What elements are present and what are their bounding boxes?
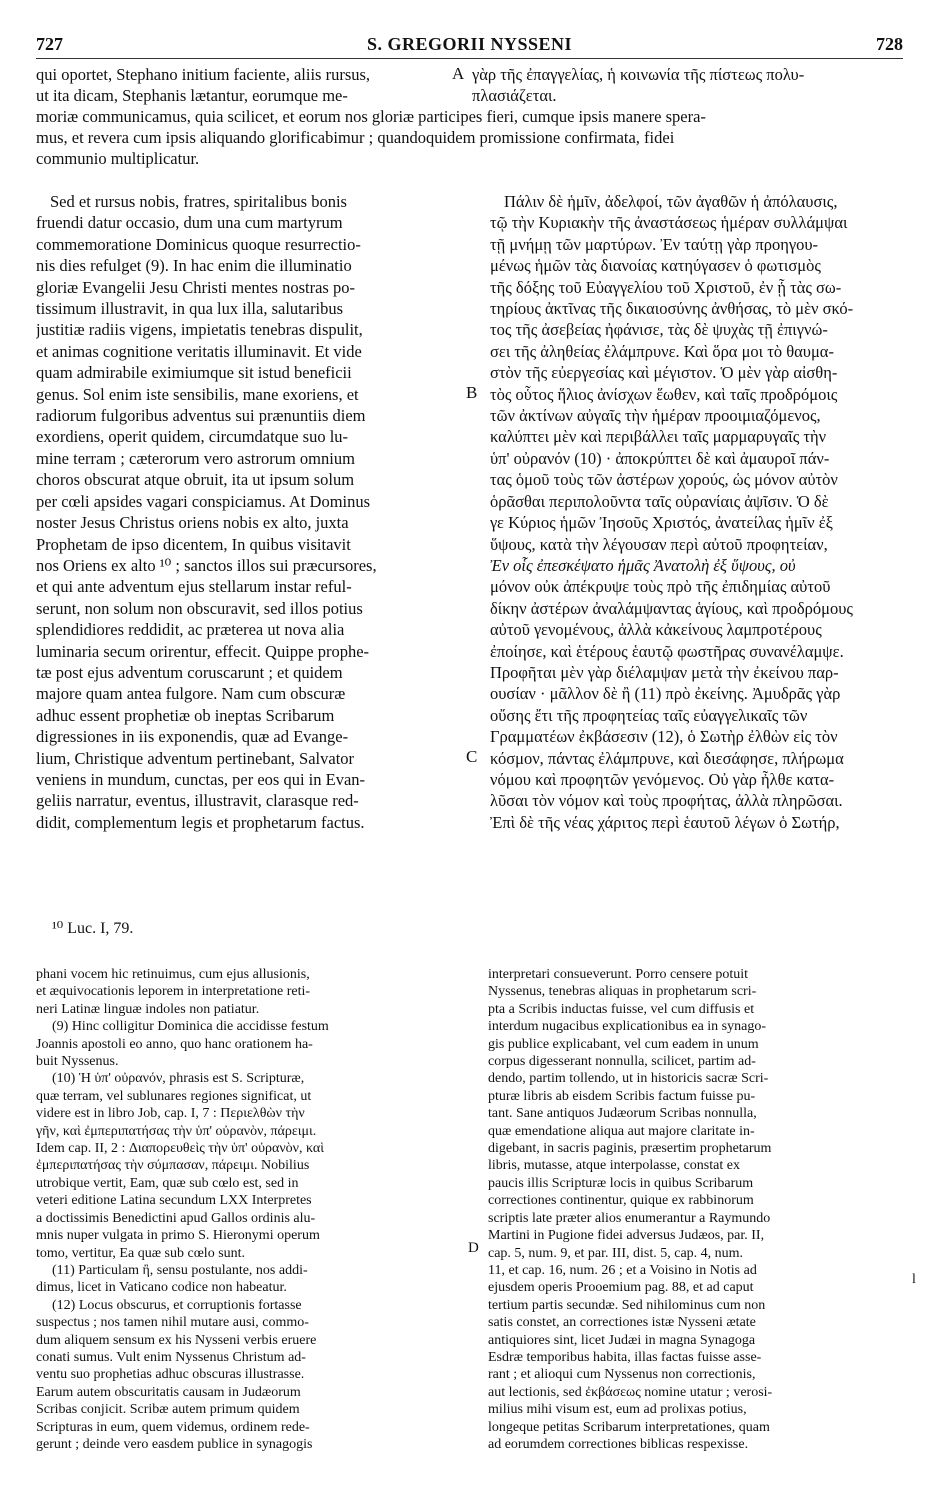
note-line: (11) Particulam ἢ, sensu postulante, nos addi-	[52, 1262, 308, 1278]
text-line: justitiæ radiis vigens, impietatis tenebras dispulit,	[36, 320, 363, 340]
page-header	[36, 34, 903, 60]
text-line: τὸς οὗτος ἥλιος ἀνίσχων ἕωθεν, καὶ ταῖς προδρόμοις	[490, 384, 838, 404]
note-line: γῆν, καὶ ἐμπεριπατήσας τὴν ὑπ' οὐρανὸν, πάρειμι.	[36, 1123, 317, 1139]
note-line: ad eorumdem correctiones biblicas respexisse.	[488, 1436, 749, 1452]
text-line: nis dies refulget (9). In hac enim die illuminatio	[36, 256, 352, 276]
note-line: longeque petitas Scribarum interpretationes, quam	[488, 1419, 770, 1435]
note-line: Idem cap. II, 2 : Διαπορευθεὶς τὴν ὑπ' οὐρανὸν, καὶ	[36, 1141, 325, 1157]
text-line: μένως ἡμῶν τὰς διανοίας κατηύγασεν ὁ φωτισμὸς	[490, 256, 821, 276]
text-line: στὸν τῆς εὐεργεσίας καὶ μέγιστον. Ὁ μὲν γὰρ αἰσθη-	[490, 363, 838, 383]
text-line: τῷ τὴν Κυριακὴν τῆς ἀναστάσεως ἡμέραν συλλάμψαι	[490, 213, 848, 233]
note-line: quæ emendatione aliqua aut majore claritate in-	[488, 1123, 755, 1139]
note-line: satis constet, an correctiones istæ Nysseni ætate	[488, 1315, 756, 1331]
note-line: conati sumus. Vult enim Nyssenus Christum ad-	[36, 1349, 306, 1365]
note-line: cap. 5, num. 9, et par. III, dist. 5, cap. 4, num.	[488, 1245, 744, 1261]
greek-column	[490, 191, 895, 833]
note-line: Scripturas in eum, quem videmus, ordinem rede-	[36, 1419, 310, 1435]
note-line: mnis nuper vulgata in primo S. Hieronymi operum	[36, 1228, 320, 1244]
note-line: antiquiores sint, licet Judæi in magna Synagoga	[488, 1332, 756, 1348]
note-line: (9) Hinc colligitur Dominica die accidisse festum	[52, 1019, 329, 1035]
text-line: exordiens, operit quidem, circumdatque suo lu-	[36, 427, 349, 447]
note-line: tomo, vertitur, Ea quæ sub cœlo sunt.	[36, 1245, 246, 1261]
text-line: et animas cognitione veritatis illuminavit. Et vide	[36, 341, 362, 361]
text-line: quam admirabile eximiumque sit istud beneficii	[36, 363, 352, 383]
note-line: paucis illis Scripturæ locis in quibus Scribarum	[488, 1175, 754, 1191]
text-line: ὕψους, κατὰ τὴν λέγουσαν περὶ αὐτοῦ προφητείαν,	[490, 534, 828, 554]
text-line: qui oportet, Stephano initium faciente, aliis rursus,	[36, 65, 371, 84]
text-line: καλύπτει μὲν καὶ περιβάλλει ταῖς μαρμαρυγαῖς τὴν	[490, 427, 827, 447]
text-line: γὰρ τῆς ἐπαγγελίας, ἡ κοινωνία τῆς πίστεως πολυ-	[472, 65, 805, 84]
text-line: gloriæ Evangelii Jesu Christi mentes nostras po-	[36, 277, 355, 297]
page-number-right: 728	[876, 34, 903, 54]
note-line: interdum nugacibus explicationibus ea in synago-	[488, 1019, 766, 1035]
text-line: moriæ communicamus, quia scilicet, et eorum nos gloriæ participes fieri, cumque ipsis manere spera-	[36, 107, 706, 126]
text-line: Ἐπὶ δὲ τῆς νέας χάριτος περὶ ἑαυτοῦ λέγων ὁ Σωτήρ,	[490, 812, 840, 832]
text-line: noster Jesus Christus oriens nobis ex alto, juxta	[36, 513, 349, 533]
text-line: γε Κύριος ἡμῶν Ἰησοῦς Χριστός, ἀνατείλας ἡμῖν ἐξ	[490, 513, 833, 533]
note-line: aut lectionis, sed ἐκβάσεως nomine utatur ; verosi-	[488, 1384, 773, 1400]
text-line: nos Oriens ex alto ¹⁰ ; sanctos illos sui præcursores,	[36, 555, 377, 575]
text-line: et qui ante adventum ejus stellarum instar reful-	[36, 577, 352, 597]
text-line: per cœli apsides vagari conspiciamus. At Dominus	[36, 491, 371, 511]
text-line: Prophetam de ipso dicentem, In quibus visitavit	[36, 534, 351, 554]
text-line: Προφῆται μὲν γὰρ διέλαμψαν μετὰ τὴν ἐκείνου παρ-	[490, 662, 839, 682]
note-line: et æquivocationis leporem in interpretatione reti-	[36, 984, 311, 1000]
note-line: veteri editione Latina secundum LXX Interpretes	[36, 1193, 312, 1209]
text-line: τῆς δόξης τοῦ Εὐαγγελίου τοῦ Χριστοῦ, ἐν ᾗ τὰς σω-	[490, 277, 842, 297]
note-line: ventu suo prophetias adhuc obscuras illustrasse.	[36, 1367, 305, 1383]
text-line: majore quam antea fulgore. Nam cum obscuræ	[36, 684, 346, 704]
note-line: ἐμπεριπατήσας τὴν σύμπασαν, πάρειμι. Nobilius	[36, 1158, 310, 1174]
margin-marker-d: D	[468, 1240, 479, 1256]
text-line: digressiones in iis exponendis, quæ ad Evange-	[36, 727, 349, 747]
note-line: gerunt ; deinde vero easdem publice in synagogis	[36, 1436, 313, 1452]
note-line: buit Nyssenus.	[36, 1054, 119, 1070]
text-line: οὔσης ἔτι τῆς προφητείας ταῖς εὐαγγελικαῖς τῶν	[490, 705, 808, 725]
note-line: digebant, in sacris paginis, præsertim prophetarum	[488, 1141, 772, 1157]
text-line: geliis narratur, eventus, illustravit, clarasque red-	[36, 791, 359, 811]
note-line: Scribas conjicit. Scribæ autem primum quidem	[36, 1402, 300, 1418]
margin-marker-c: C	[466, 747, 478, 766]
text-line: veniens in mundum, cunctas, per eos qui in Evan-	[36, 769, 366, 789]
text-line: genus. Sol enim iste sensibilis, mane exoriens, et	[36, 384, 359, 404]
note-line: scriptis late præter alios enumerantur a Raymundo	[488, 1210, 771, 1226]
note-line: neri Latinæ linguæ indoles non patiatur.	[36, 1001, 260, 1017]
text-line: splendidiores reddidit, ac præterea ut nova alia	[36, 620, 345, 640]
text-line: serunt, non solum non obscuravit, sed illos potius	[36, 598, 363, 618]
text-line: ὁρᾶσθαι περιπολοῦντα ταῖς οὐρανίαις ἀψῖσιν. Ὁ δὲ	[490, 491, 829, 511]
note-line: pturæ libris ab eisdem Scribis factum fuisse pu-	[488, 1088, 756, 1104]
edge-mark: l	[912, 1272, 916, 1287]
margin-marker-b: B	[466, 383, 478, 402]
note-line: Martini in Pugione fidei adversus Judæos, par. II,	[488, 1228, 765, 1244]
text-line: μόνον οὐκ ἀπέκρυψε τοὺς πρὸ τῆς ἐπιδημίας αὐτοῦ	[490, 577, 831, 597]
text-line: σει τῆς ἀληθείας ἐλάμπρυνε. Καὶ ὅρα μοι τὸ θαυμα-	[490, 341, 834, 361]
text-line: τηρίους ἀκτῖνας τῆς δικαιοσύνης ἀνθήσας, τὸ μὲν σκό-	[490, 299, 854, 319]
text-line: νόμου καὶ προφητῶν γενόμενος. Οὐ γὰρ ἦλθε κατα-	[490, 769, 835, 789]
text-line: δίκην ἀστέρων ἀναλάμψαντας ἁγίους, καὶ προδρόμους	[490, 598, 853, 618]
note-line: a doctissimis Benedictini apud Gallos ordinis alu-	[36, 1210, 316, 1226]
margin-marker-a: A	[452, 64, 465, 83]
text-line: Ἐν οἷς ἐπεσκέψατο ἡμᾶς Ἀνατολὴ ἐξ ὕψους, οὐ	[490, 555, 796, 575]
text-line: τος τῆς ἀσεβείας ἠφάνισε, τὰς δὲ ψυχὰς τῇ ἐπιγνώ-	[490, 320, 828, 340]
text-line: tæ post ejus adventum coruscarunt ; et quidem	[36, 662, 343, 682]
note-line: tant. Sane antiquos Judæorum Scribas nonnulla,	[488, 1106, 757, 1122]
note-line: dum aliquem sensum ex his Nysseni verbis eruere	[36, 1332, 317, 1348]
text-line: didit, complementum legis et prophetarum factus.	[36, 812, 365, 832]
note-line: rant ; et alioqui cum Nyssenus non correctionis,	[488, 1367, 756, 1383]
note-line: 11, et cap. 16, num. 26 ; et a Voisino in Notis ad	[488, 1262, 757, 1278]
running-title: S. GREGORII NYSSENI	[366, 34, 573, 54]
note-line: quæ terram, vel sublunares regiones significat, ut	[36, 1088, 312, 1104]
text-line: radiorum fulgoribus adventus sui prænuntiis diem	[36, 406, 366, 426]
text-line: τας ὁμοῦ τοὺς τῶν ἀστέρων χορούς, ὡς μόνον αὐτὸν	[490, 470, 838, 490]
note-line: utrobique vertit, Eam, quæ sub cœlo est, sed in	[36, 1175, 299, 1191]
note-line: interpretari consueverunt. Porro censere potuit	[488, 967, 749, 982]
text-line: τῶν ἀκτίνων αὐγαῖς τὴν ἡμέραν προοιμιαζόμενος,	[490, 406, 821, 426]
note-line: ejusdem operis Prooemium pag. 88, et ad caput	[488, 1280, 754, 1296]
note-line: pta a Scribis inductas fuisse, vel cum diffusis et	[488, 1001, 755, 1017]
note-line: (12) Locus obscurus, et corruptionis fortasse	[52, 1297, 302, 1313]
notes-right-column	[488, 966, 906, 1453]
note-line: videre est in libro Job, cap. I, 7 : Περιελθὼν τὴν	[36, 1106, 305, 1122]
note-line: (10) Ἡ ὑπ' οὐρανόν, phrasis est S. Scripturæ,	[52, 1071, 305, 1087]
text-line: ουσίαν · μᾶλλον δὲ ἢ (11) πρὸ ἐκείνης. Ἀμυδρᾶς γὰρ	[490, 684, 841, 704]
note-line: suspectus ; nos tamen nihil mutare ausi, commo-	[36, 1315, 309, 1331]
text-line: tissimum illustravit, in qua lux illa, salutaribus	[36, 299, 344, 319]
text-line: commemoratione Dominicus quoque resurrectio-	[36, 234, 361, 254]
text-line: πλασιάζεται.	[472, 86, 557, 105]
text-line: fruendi datur occasio, dum una cum martyrum	[36, 213, 343, 233]
note-line: Nyssenus, tenebras aliquas in prophetarum scri-	[488, 984, 757, 1000]
top-greek-text	[472, 64, 892, 106]
text-line: choros obscurat atque obruit, ita ut ipsum solum	[36, 470, 355, 490]
note-line: Earum autem obscuritatis causam in Judæorum	[36, 1384, 301, 1400]
scripture-footnote: ¹⁰ Luc. I, 79.	[52, 920, 134, 937]
latin-column	[36, 191, 456, 833]
header-rule	[36, 58, 903, 59]
text-line: λῦσαι τὸν νόμον καὶ τοὺς προφήτας, ἀλλὰ πληρῶσαι.	[490, 791, 843, 811]
text-line: Sed et rursus nobis, fratres, spiritalibus bonis	[50, 192, 347, 211]
text-line: Πάλιν δὲ ἡμῖν, ἀδελφοί, τῶν ἀγαθῶν ἡ ἀπόλαυσις,	[504, 192, 838, 211]
text-line: lium, Christique adventum pertinebant, Salvator	[36, 748, 355, 768]
page-number-left: 727	[36, 34, 63, 54]
note-line: Joannis apostoli eo anno, quo hanc orationem ha-	[36, 1036, 313, 1052]
text-line: κόσμον, πάντας ἐλάμπρυνε, καὶ διεσάφησε, πλήρωμα	[490, 748, 844, 768]
note-line: dendo, partim tollendo, ut in historicis sacræ Scri-	[488, 1071, 769, 1087]
notes-left-column	[36, 966, 462, 1453]
note-line: phani vocem hic retinuimus, cum ejus allusionis,	[36, 967, 310, 982]
note-line: correctiones continentur, quique ex rabbinorum	[488, 1193, 754, 1209]
text-line: ὑπ' οὐρανόν (10) · ἀποκρύπτει δὲ καὶ ἀμαυροῖ πάν-	[490, 448, 830, 468]
note-line: Esdræ temporibus habita, illas factas fuisse asse-	[488, 1349, 762, 1365]
text-line: ἐποίησε, καὶ ἑτέρους ἑαυτῷ φωστῆρας συνανέλαμψε.	[490, 641, 844, 661]
note-line: dimus, licet in Vaticano codice non habeatur.	[36, 1280, 287, 1296]
text-line: mine terram ; cæterorum vero astrorum omnium	[36, 448, 355, 468]
text-line: luminaria secum orirentur, effecit. Quippe prophe-	[36, 641, 370, 661]
text-line: mus, et revera cum ipsis aliquando glorificabimur ; quandoquidem promissione confirmata, fidei	[36, 128, 675, 147]
text-line: Γραμματέων ἐκβάσεσιν (12), ὁ Σωτὴρ ἐλθὼν εἰς τὸν	[490, 727, 838, 747]
text-line: αὐτοῦ γενομένους, ἀλλὰ κἀκείνους λαμπροτέρους	[490, 620, 822, 640]
note-line: gis publice explicabant, vel cum eadem in unum	[488, 1036, 759, 1052]
note-line: corpus digesserant nonnulla, scilicet, partim ad-	[488, 1054, 756, 1070]
note-line: libris, mutasse, atque interpolasse, constat ex	[488, 1158, 740, 1174]
note-line: milius mihi visum est, eum ad prolixas potius,	[488, 1402, 747, 1418]
text-line: ut ita dicam, Stephanis lætantur, eorumque me-	[36, 86, 348, 105]
text-line: τῇ μνήμῃ τῶν μαρτύρων. Ἐν ταύτῃ γὰρ προηγου-	[490, 234, 819, 254]
note-line: tertium partis secundæ. Sed nihilominus cum non	[488, 1297, 766, 1313]
text-line: communio multiplicatur.	[36, 149, 200, 168]
text-line: adhuc essent prophetiæ ob ineptas Scribarum	[36, 705, 335, 725]
